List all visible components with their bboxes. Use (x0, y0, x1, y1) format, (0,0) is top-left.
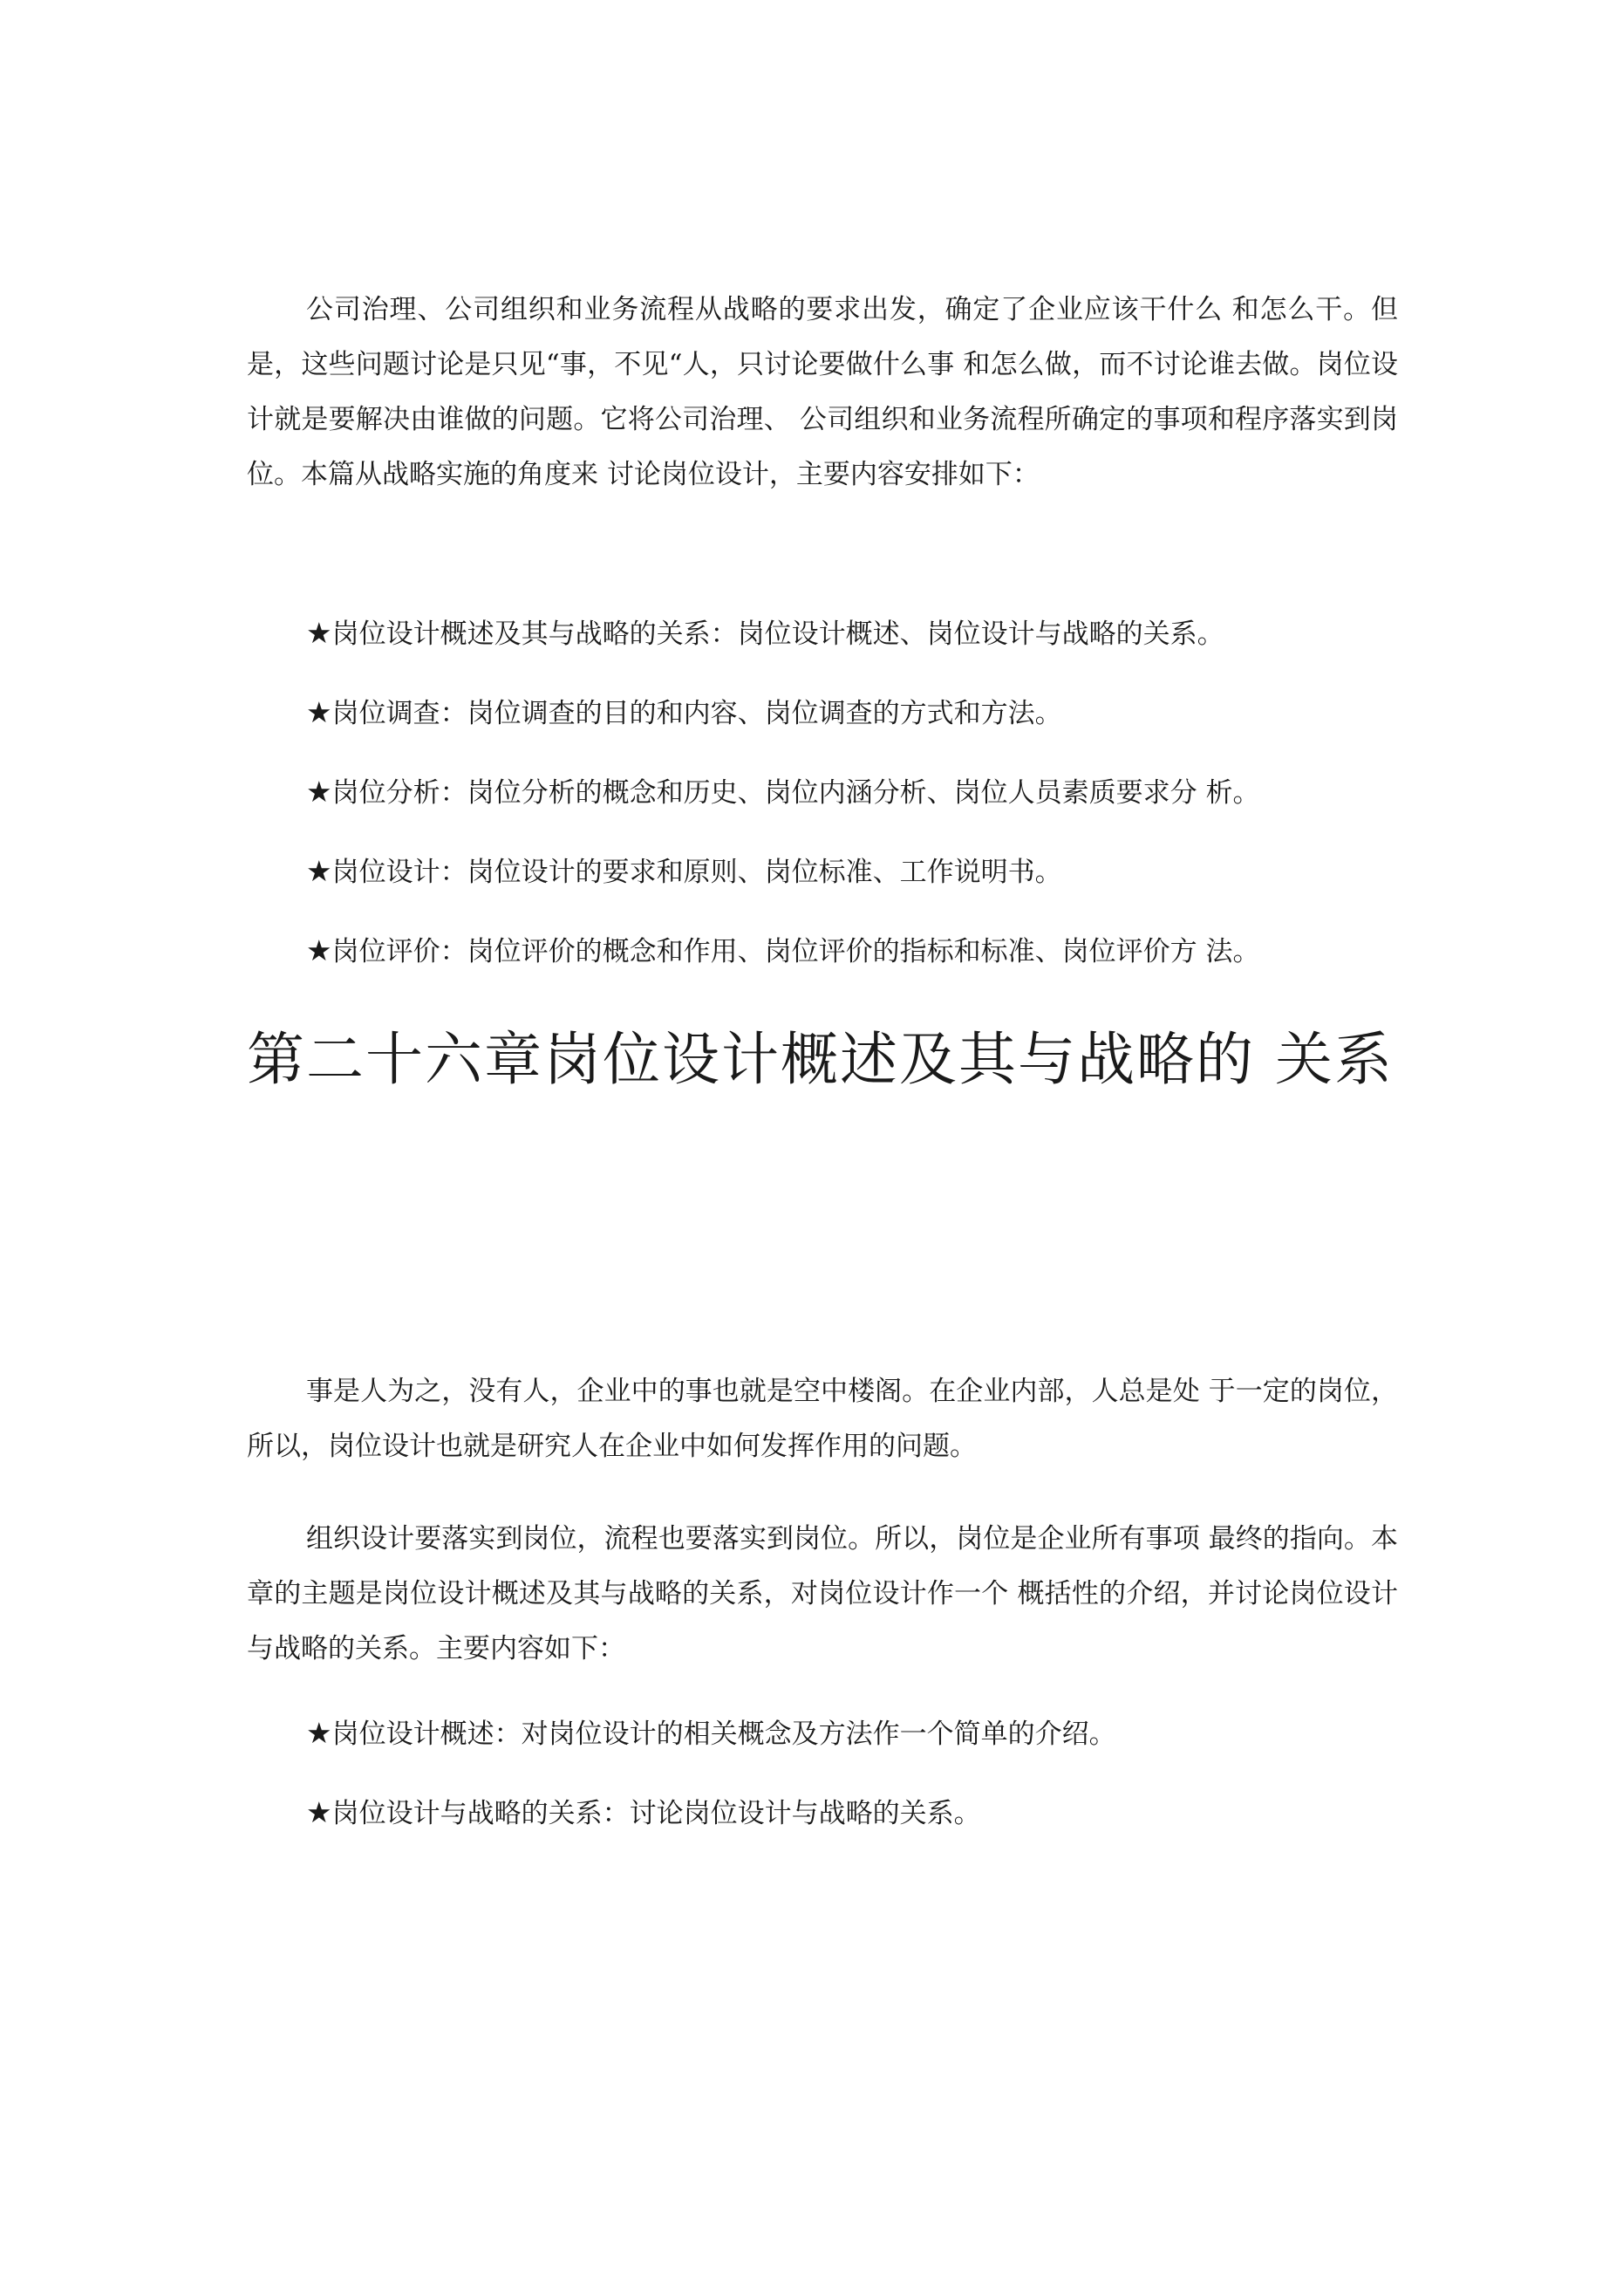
list-item (247, 764, 1398, 821)
intro-bullet-list (247, 605, 1398, 1002)
list-item (247, 923, 1398, 980)
list-item (247, 1785, 1398, 1842)
intro-section (247, 283, 1398, 502)
list-item (247, 1705, 1398, 1762)
star-icon: ★ (306, 933, 332, 967)
star-icon: ★ (306, 1716, 332, 1750)
intro-paragraph: 公司治理、公司组织和业务流程从战略的要求出发，确定了企业应该干什么 和怎么干。但是，这些问题讨论是只见“事，不见“人，只讨论要做什么事 和怎么做，而不讨论谁去做。岗位设计就是要解决由谁做的问题。它将公司治理、 公司组织和业务流程所确定的事项和程序落实到岗位。本篇从战略实施的角度来 讨论岗位设计，主要内容安排如下： (247, 294, 1398, 490)
list-item (247, 685, 1398, 741)
list-item-text: 岗位设计与战略的关系：讨论岗位设计与战略的关系。 (331, 1798, 981, 1829)
chapter-title: 第二十六章岗位设计概述及其与战略的 关系 (247, 1026, 1394, 1093)
chapter-paragraph-1: 事是人为之，没有人，企业中的事也就是空中楼阁。在企业内部，人总是处 于一定的岗位，所以，岗位设计也就是研究人在企业中如何发挥作用的问题。 (247, 1376, 1398, 1462)
list-item-text: 岗位设计概述：对岗位设计的相关概念及方法作一个简单的介绍。 (331, 1719, 1116, 1750)
chapter-section-1 (247, 1364, 1398, 1474)
list-item-text: 岗位调查：岗位调查的目的和内容、岗位调查的方式和方法。 (331, 698, 1062, 729)
star-icon: ★ (306, 695, 332, 729)
list-item-text: 岗位分析：岗位分析的概念和历史、岗位内涵分析、岗位人员素质要求分 析。 (331, 777, 1260, 809)
list-item-text: 岗位设计概述及其与战略的关系：岗位设计概述、岗位设计与战略的关系。 (331, 618, 1224, 650)
star-icon: ★ (306, 616, 332, 650)
list-item-text: 岗位设计：岗位设计的要求和原则、岗位标准、工作说明书。 (331, 857, 1062, 888)
chapter-section-2 (247, 1512, 1398, 1677)
list-item (247, 605, 1398, 662)
star-icon: ★ (306, 775, 332, 809)
chapter-paragraph-2: 组织设计要落实到岗位，流程也要落实到岗位。所以，岗位是企业所有事项 最终的指向。本章的主题是岗位设计概述及其与战略的关系，对岗位设计作一个 概括性的介绍，并讨论岗位设计与战略的关系。主要内容如下： (247, 1523, 1398, 1664)
star-icon: ★ (306, 854, 332, 888)
list-item (247, 844, 1398, 900)
chapter-bullet-list (247, 1705, 1398, 1864)
list-item-text: 岗位评价：岗位评价的概念和作用、岗位评价的指标和标准、岗位评价方 法。 (331, 936, 1260, 967)
star-icon: ★ (306, 1795, 332, 1829)
